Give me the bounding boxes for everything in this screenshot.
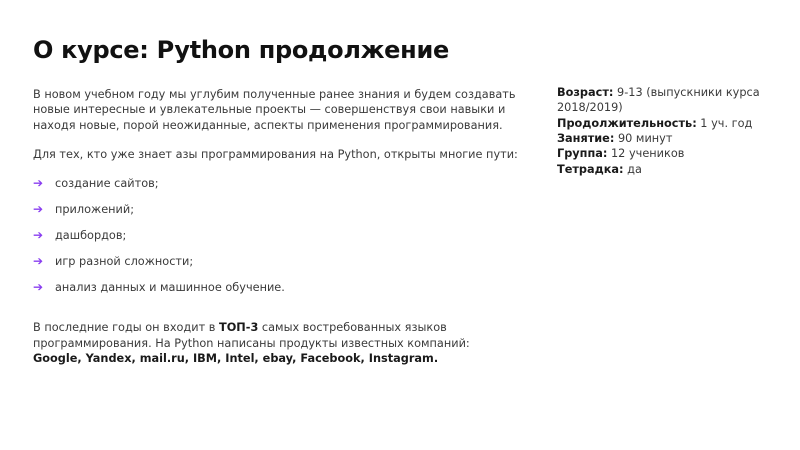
- list-item-label: создание сайтов;: [55, 176, 159, 190]
- list-item: [33, 248, 543, 274]
- arrow-right-icon: ➔: [33, 176, 44, 191]
- list-item: [33, 170, 543, 196]
- list-item-label: анализ данных и машинное обучение.: [55, 280, 285, 294]
- notebook-label: Тетрадка:: [557, 162, 624, 176]
- course-info-panel: [557, 85, 793, 177]
- outro-text-1: В последние годы он входит в: [33, 321, 219, 335]
- list-item-label: дашбордов;: [55, 228, 127, 242]
- list-item: [33, 222, 543, 248]
- intro-paragraph: В новом учебном году мы углубим полученные ранее знания и будем создавать новые интересные и увлекательные проекты — совершенствуя свои навыки и находя новые, порой неожиданные, аспекты применения программирования.: [33, 88, 516, 132]
- list-item: [33, 196, 543, 222]
- notebook-value: да: [623, 162, 642, 176]
- list-item-label: игр разной сложности;: [55, 254, 194, 268]
- paths-list: [33, 170, 543, 300]
- group-value: 12 учеников: [607, 147, 685, 161]
- info-row-group: [557, 146, 793, 161]
- duration-value: 1 уч. год: [696, 116, 753, 130]
- companies-list: Google, Yandex, mail.ru, IBM, Intel, ebay, Facebook, Instagram.: [33, 352, 439, 366]
- page-title: О курсе: Python продолжение: [33, 36, 449, 64]
- arrow-right-icon: ➔: [33, 228, 44, 243]
- paths-lead-paragraph: Для тех, кто уже знает азы программирования на Python, открыты многие пути:: [33, 148, 518, 162]
- top3-highlight: ТОП-3: [219, 321, 259, 335]
- info-row-age: [557, 85, 793, 116]
- list-item: [33, 274, 543, 300]
- lesson-label: Занятие:: [557, 132, 615, 146]
- list-item-label: приложений;: [55, 202, 135, 216]
- arrow-right-icon: ➔: [33, 254, 44, 269]
- age-value: 9-13 (выпускники курса 2018/2019): [557, 86, 760, 115]
- outro-text-2: самых востребованных языков программирования. На Python написаны продукты известных компаний:: [33, 321, 470, 350]
- course-description: [33, 87, 543, 367]
- age-label: Возраст:: [557, 86, 614, 99]
- info-row-notebook: [557, 162, 793, 177]
- info-row-duration: [557, 116, 793, 131]
- duration-label: Продолжительность:: [557, 116, 697, 130]
- lesson-value: 90 минут: [614, 132, 673, 146]
- group-label: Группа:: [557, 147, 608, 161]
- info-row-lesson: [557, 131, 793, 146]
- arrow-right-icon: ➔: [33, 280, 44, 295]
- outro-paragraph: [33, 320, 543, 366]
- arrow-right-icon: ➔: [33, 202, 44, 217]
